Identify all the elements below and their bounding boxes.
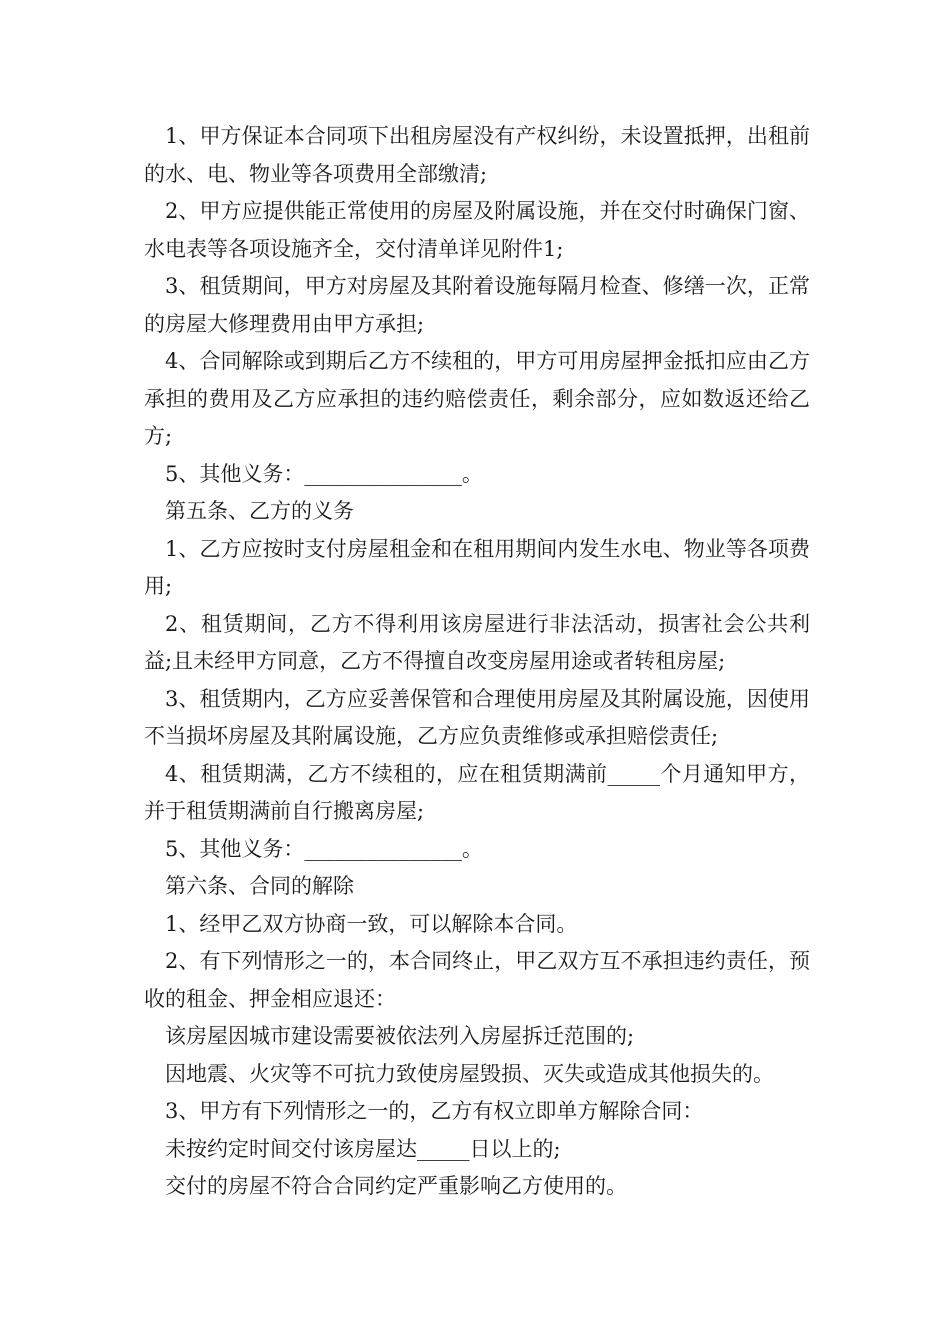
clause-5-heading: 第五条、乙方的义务: [165, 499, 354, 523]
document-body: [144, 118, 810, 1206]
clause-5-item-5: 5、其他义务：_______________。: [165, 836, 483, 861]
clause-6-item-3: 3、甲方有下列情形之一的，乙方有权立即单方解除合同：: [165, 1099, 704, 1123]
clause-6-item-3-case-b: 交付的房屋不符合合同约定严重影响乙方使用的。: [165, 1174, 627, 1198]
clause-6-heading: 第六条、合同的解除: [165, 874, 354, 898]
clause-4-item-4: 4、合同解除或到期后乙方不续租的，甲方可用房屋押金抵扣应由乙方承担的费用及乙方应承担的违约赔偿责任，剩余部分，应如数返还给乙方;: [144, 349, 810, 448]
clause-6-item-3-case-a: 未按约定时间交付该房屋达_____日以上的;: [165, 1136, 561, 1161]
clause-4-item-5: 5、其他义务：_______________。: [165, 461, 483, 486]
clause-5-item-1: 1、乙方应按时支付房屋租金和在租用期间内发生水电、物业等各项费用;: [144, 536, 810, 598]
clause-4-item-2: 2、甲方应提供能正常使用的房屋及附属设施，并在交付时确保门窗、水电表等各项设施齐全，交付清单详见附件1;: [144, 199, 810, 261]
clause-4-item-1: 1、甲方保证本合同项下出租房屋没有产权纠纷，未设置抵押，出租前的水、电、物业等各项费用全部缴清;: [144, 124, 810, 186]
clause-5-item-4: 4、租赁期满，乙方不续租的，应在租赁期满前_____个月通知甲方，并于租赁期满前自行搬离房屋;: [144, 761, 810, 823]
clause-6-item-2: 2、有下列情形之一的，本合同终止，甲乙双方互不承担违约责任，预收的租金、押金相应退还：: [144, 949, 810, 1011]
clause-4-item-3: 3、租赁期间，甲方对房屋及其附着设施每隔月检查、修缮一次，正常的房屋大修理费用由甲方承担;: [144, 274, 810, 336]
clause-6-item-2-case-b: 因地震、火灾等不可抗力致使房屋毁损、灭失或造成其他损失的。: [165, 1061, 774, 1086]
clause-6-item-2-case-a: 该房屋因城市建设需要被依法列入房屋拆迁范围的;: [165, 1024, 635, 1048]
clause-6-item-1: 1、经甲乙双方协商一致，可以解除本合同。: [165, 911, 578, 936]
clause-5-item-3: 3、租赁期内，乙方应妥善保管和合理使用房屋及其附属设施，因使用不当损坏房屋及其附属设施，乙方应负责维修或承担赔偿责任;: [144, 686, 810, 748]
clause-5-item-2: 2、租赁期间，乙方不得利用该房屋进行非法活动，损害社会公共利益;且未经甲方同意，乙方不得擅自改变房屋用途或者转租房屋;: [144, 611, 810, 673]
